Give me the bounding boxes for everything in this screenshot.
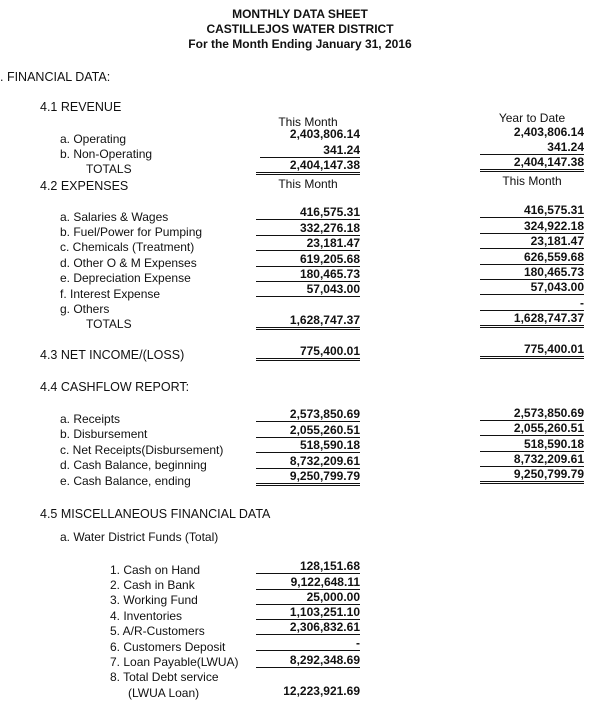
- expense-label: c. Chemicals (Treatment): [60, 240, 195, 254]
- cashflow-label: e. Cash Balance, ending: [60, 474, 191, 488]
- cashflow-label: b. Disbursement: [60, 427, 148, 441]
- expenses-title: 4.2 EXPENSES: [40, 179, 129, 193]
- revenue-label: a. Operating: [60, 132, 127, 146]
- fund-label: 8. Total Debt service: [110, 670, 219, 684]
- revenue-month-value: 341.24: [260, 143, 360, 158]
- expense-ytd-value: 57,043.00: [480, 280, 584, 295]
- fund-label: 2. Cash in Bank: [110, 578, 195, 592]
- fund-label: (LWUA Loan): [128, 686, 200, 700]
- expense-label: e. Depreciation Expense: [60, 271, 191, 285]
- cashflow-label: d. Cash Balance, beginning: [60, 458, 207, 472]
- cashflow-month-value: 2,055,260.51: [256, 423, 360, 438]
- expense-label: a. Salaries & Wages: [60, 210, 169, 224]
- revenue-label: b. Non-Operating: [60, 147, 153, 161]
- cashflow-ytd-value: 2,573,850.69: [480, 406, 584, 421]
- expense-label: TOTALS: [86, 317, 132, 331]
- cashflow-label: a. Receipts: [60, 412, 121, 426]
- revenue-title: 4.1 REVENUE: [40, 100, 122, 114]
- cashflow-ytd-value: 518,590.18: [480, 437, 584, 452]
- cashflow-ytd-value: 8,732,209.61: [480, 452, 584, 467]
- misc-subtitle: a. Water District Funds (Total): [60, 530, 219, 544]
- fund-label: 1. Cash on Hand: [110, 563, 201, 577]
- expenses-total-ytd: 1,628,747.37: [480, 311, 584, 328]
- cashflow-ytd-value: 2,055,260.51: [480, 421, 584, 436]
- expense-label: g. Others: [60, 302, 110, 316]
- expense-label: f. Interest Expense: [60, 287, 161, 301]
- expenses-col-ytd: This Month: [502, 174, 562, 188]
- fund-value: 1,103,251.10: [256, 605, 360, 620]
- cashflow-month-value: 518,590.18: [256, 438, 360, 453]
- district-name: CASTILLEJOS WATER DISTRICT: [206, 22, 394, 36]
- revenue-ytd-value: 341.24: [480, 140, 584, 155]
- expense-ytd-value: -: [480, 296, 584, 311]
- period-label: For the Month Ending January 31, 2016: [188, 37, 412, 51]
- revenue-total-ytd: 2,404,147.38: [480, 155, 584, 172]
- revenue-total-month: 2,404,147.38: [256, 158, 360, 175]
- net-income-ytd: 775,400.01: [480, 342, 584, 359]
- fund-value: 2,306,832.61: [256, 620, 360, 635]
- expense-label: b. Fuel/Power for Pumping: [60, 225, 203, 239]
- expense-month-value: 416,575.31: [256, 205, 360, 220]
- fund-label: 6. Customers Deposit: [110, 640, 226, 654]
- cash-balance-ending-month: 9,250,799.79: [256, 469, 360, 486]
- fund-value: -: [256, 636, 360, 651]
- expense-ytd-value: 180,465.73: [480, 265, 584, 280]
- expense-ytd-value: 626,559.68: [480, 250, 584, 265]
- fund-value: 128,151.68: [256, 559, 360, 574]
- expense-month-value: 23,181.47: [256, 236, 360, 251]
- total-debt-service-value: 12,223,921.69: [283, 684, 360, 698]
- revenue-ytd-value: 2,403,806.14: [513, 125, 584, 139]
- expense-month-value: 332,276.18: [256, 221, 360, 236]
- expense-ytd-value: 416,575.31: [480, 203, 584, 218]
- revenue-col-ytd: Year to Date: [498, 111, 566, 125]
- sheet-title: MONTHLY DATA SHEET: [232, 7, 368, 21]
- cashflow-label: c. Net Receipts(Disbursement): [60, 443, 224, 457]
- fund-label: 4. Inventories: [110, 609, 183, 623]
- revenue-col-month: This Month: [278, 115, 338, 129]
- revenue-label: TOTALS: [86, 162, 132, 176]
- fund-label: 7. Loan Payable(LWUA): [110, 655, 239, 669]
- expense-month-value: 57,043.00: [256, 282, 360, 297]
- expense-ytd-value: 23,181.47: [480, 234, 584, 249]
- revenue-month-value: 2,403,806.14: [289, 127, 360, 141]
- cashflow-title: 4.4 CASHFLOW REPORT:: [40, 380, 190, 394]
- section-title: . FINANCIAL DATA:: [0, 70, 111, 84]
- expenses-total-month: 1,628,747.37: [256, 313, 360, 330]
- cashflow-month-value: 8,732,209.61: [256, 454, 360, 469]
- fund-label: 5. A/R-Customers: [110, 624, 205, 638]
- net-income-label: 4.3 NET INCOME/(LOSS): [40, 348, 185, 362]
- expense-ytd-value: 324,922.18: [480, 219, 584, 234]
- misc-title: 4.5 MISCELLANEOUS FINANCIAL DATA: [40, 507, 271, 521]
- fund-label: 3. Working Fund: [110, 593, 198, 607]
- cashflow-month-value: 2,573,850.69: [256, 407, 360, 422]
- expense-month-value: 180,465.73: [256, 267, 360, 282]
- expenses-col-month: This Month: [278, 177, 338, 191]
- expense-month-value: 619,205.68: [256, 252, 360, 267]
- net-income-month: 775,400.01: [256, 344, 360, 361]
- cash-balance-ending-ytd: 9,250,799.79: [480, 467, 584, 484]
- expense-label: d. Other O & M Expenses: [60, 256, 197, 270]
- fund-value: 25,000.00: [256, 590, 360, 605]
- fund-value: 8,292,348.69: [256, 653, 360, 668]
- fund-value: 9,122,648.11: [256, 575, 360, 590]
